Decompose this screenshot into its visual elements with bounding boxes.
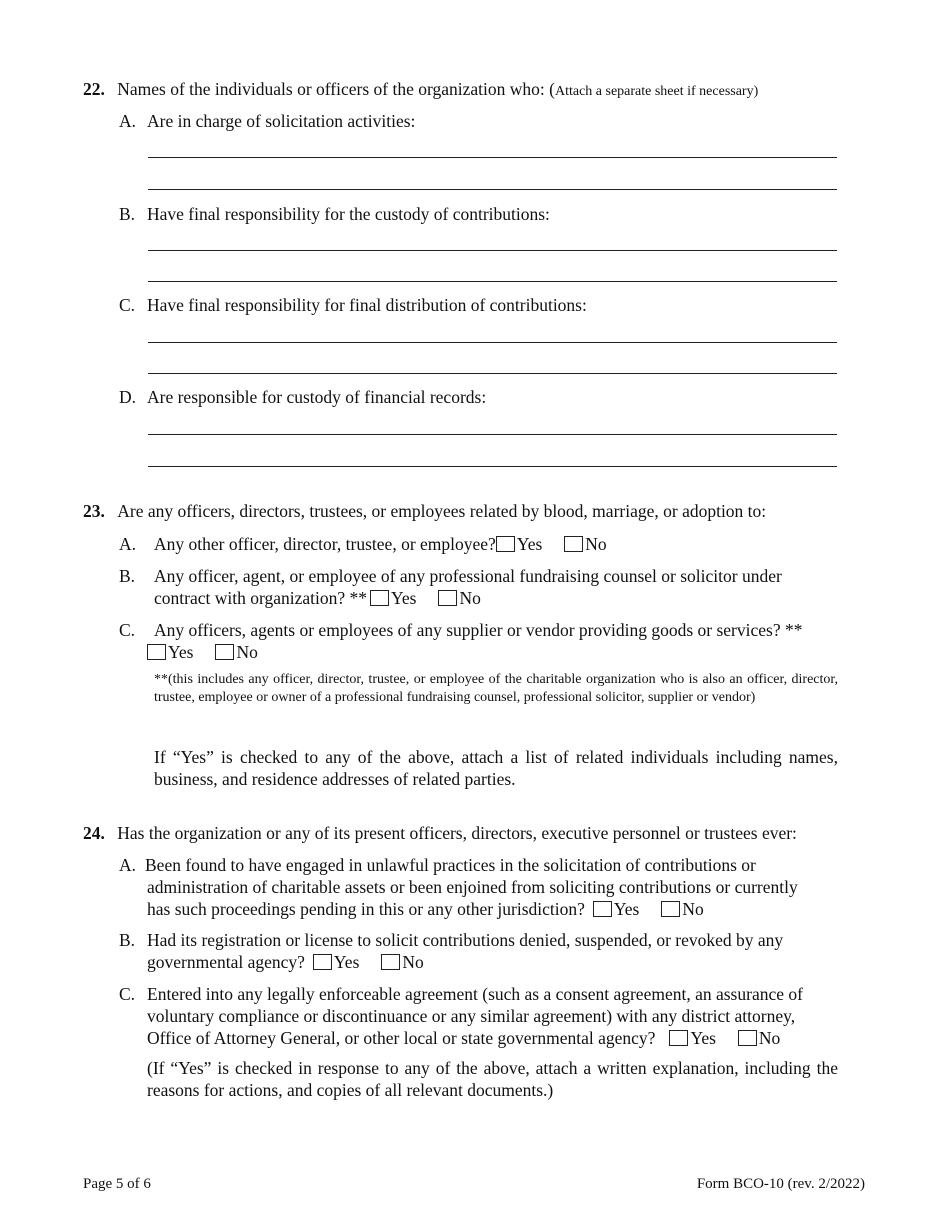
q24-a-line2: administration of charitable assets or been enjoined from soliciting contributions or currently [147, 877, 798, 897]
q22-item-b [119, 203, 550, 225]
q22-c-answer-line-1[interactable] [148, 342, 837, 343]
q23-a-yes-checkbox[interactable] [496, 536, 515, 552]
q24-c-yes-label: Yes [690, 1028, 716, 1048]
q22-item-d-text: Are responsible for custody of financial records: [147, 387, 487, 407]
q23-b-no-checkbox[interactable] [438, 590, 457, 606]
q24-b-yes-checkbox[interactable] [313, 954, 332, 970]
q22-item-a-letter: A. [119, 111, 137, 131]
q23-text: Are any officers, directors, trustees, or employees related by blood, marriage, or adoption to: [117, 501, 767, 521]
footer-page-number: Page 5 of 6 [83, 1176, 151, 1192]
q23-c-yes-label: Yes [168, 642, 194, 662]
q24-instruction: (If “Yes” is checked in response to any of the above, attach a written explanation, including the reasons for actions, and copies of all relevant documents.) [147, 1058, 838, 1100]
q23-instruction: If “Yes” is checked to any of the above, attach a list of related individuals including names, business, and residence addresses of related parties. [154, 747, 838, 789]
q22-c-answer-line-2[interactable] [148, 373, 837, 374]
q24-b-no-checkbox[interactable] [381, 954, 400, 970]
q24-a-line1: Been found to have engaged in unlawful practices in the solicitation of contributions or [145, 855, 756, 875]
q22-b-answer-line-1[interactable] [148, 250, 837, 251]
q24-a-no-checkbox[interactable] [661, 901, 680, 917]
q23-c-letter: C. [119, 620, 136, 640]
q22-item-c-text: Have final responsibility for final distribution of contributions: [147, 295, 587, 315]
q24-b-line1: Had its registration or license to solicit contributions denied, suspended, or revoked by any [147, 930, 784, 950]
q23-heading [83, 500, 766, 522]
q23-c-no-checkbox[interactable] [215, 644, 234, 660]
q24-text: Has the organization or any of its present officers, directors, executive personnel or trustees ever: [117, 823, 797, 843]
q22-number: 22. [83, 79, 105, 99]
q24-item-a [119, 854, 798, 919]
q22-item-c-letter: C. [119, 295, 136, 315]
q22-a-answer-line-1[interactable] [148, 157, 837, 158]
q23-c-yes-checkbox[interactable] [147, 644, 166, 660]
q23-a-yes-label: Yes [516, 534, 543, 554]
footer-form-id: Form BCO-10 (rev. 2/2022) [696, 1176, 865, 1192]
q24-a-line3: has such proceedings pending in this or any other jurisdiction? [147, 899, 585, 919]
q23-b-text-line2: contract with organization? ** [154, 588, 368, 608]
q22-item-a-text: Are in charge of solicitation activities: [147, 111, 416, 131]
q24-c-yes-checkbox[interactable] [669, 1030, 688, 1046]
q23-b-text-line1: Any officer, agent, or employee of any professional fundraising counsel or solicitor under [154, 566, 782, 586]
q23-a-letter: A. [119, 534, 137, 554]
q24-c-letter: C. [119, 984, 136, 1004]
q23-number: 23. [83, 501, 105, 521]
q24-a-no-label: No [682, 899, 704, 919]
q24-a-yes-label: Yes [613, 899, 640, 919]
q24-c-no-checkbox[interactable] [738, 1030, 757, 1046]
q22-item-b-text: Have final responsibility for the custody of contributions: [147, 204, 550, 224]
q24-heading [83, 822, 797, 844]
q23-c-no-label: No [236, 642, 258, 662]
q24-a-letter: A. [119, 855, 137, 875]
q23-c-text: Any officers, agents or employees of any supplier or vendor providing goods or services? ** [154, 620, 803, 640]
q22-a-answer-line-2[interactable] [148, 189, 837, 190]
q24-b-no-label: No [402, 952, 424, 972]
q23-item-b [119, 565, 782, 608]
q22-heading [83, 78, 863, 103]
q23-a-text: Any other officer, director, trustee, or employee? [154, 534, 496, 554]
q24-number: 24. [83, 823, 105, 843]
q22-item-a [119, 110, 416, 132]
q24-item-c [119, 983, 803, 1048]
q24-c-line2: voluntary compliance or discontinuance or any similar agreement) with any district attorney, [147, 1006, 796, 1026]
q23-a-no-checkbox[interactable] [564, 536, 583, 552]
q22-d-answer-line-1[interactable] [148, 434, 837, 435]
q24-c-line3: Office of Attorney General, or other local or state governmental agency? [147, 1028, 656, 1048]
q23-b-no-label: No [459, 588, 481, 608]
q22-item-b-letter: B. [119, 204, 136, 224]
q22-b-answer-line-2[interactable] [148, 281, 837, 282]
q23-item-a [119, 533, 607, 555]
q24-a-yes-checkbox[interactable] [593, 901, 612, 917]
q24-b-letter: B. [119, 930, 136, 950]
q23-item-c [119, 619, 803, 662]
q22-item-d-letter: D. [119, 387, 137, 407]
q22-text: Names of the individuals or officers of the organization who: ( [117, 79, 555, 99]
q23-b-letter: B. [119, 566, 136, 586]
q23-footnote: **(this includes any officer, director, trustee, or employee of the charitable organization who is also an officer, director, trustee, employee or owner of a professional fundraising counsel, professional solicitor, supplier or vendor) [154, 672, 838, 705]
q22-item-d [119, 386, 487, 408]
q24-c-line1: Entered into any legally enforceable agreement (such as a consent agreement, an assurance of [147, 984, 803, 1004]
q22-d-answer-line-2[interactable] [148, 466, 837, 467]
q24-b-yes-label: Yes [333, 952, 360, 972]
q23-b-yes-label: Yes [391, 588, 417, 608]
q24-b-line2: governmental agency? [147, 952, 305, 972]
q23-a-no-label: No [585, 534, 607, 554]
q22-item-c [119, 294, 587, 316]
q22-note: Attach a separate sheet if necessary) [554, 84, 759, 99]
q24-item-b [119, 929, 784, 972]
q24-c-no-label: No [758, 1028, 781, 1048]
q23-b-yes-checkbox[interactable] [370, 590, 389, 606]
